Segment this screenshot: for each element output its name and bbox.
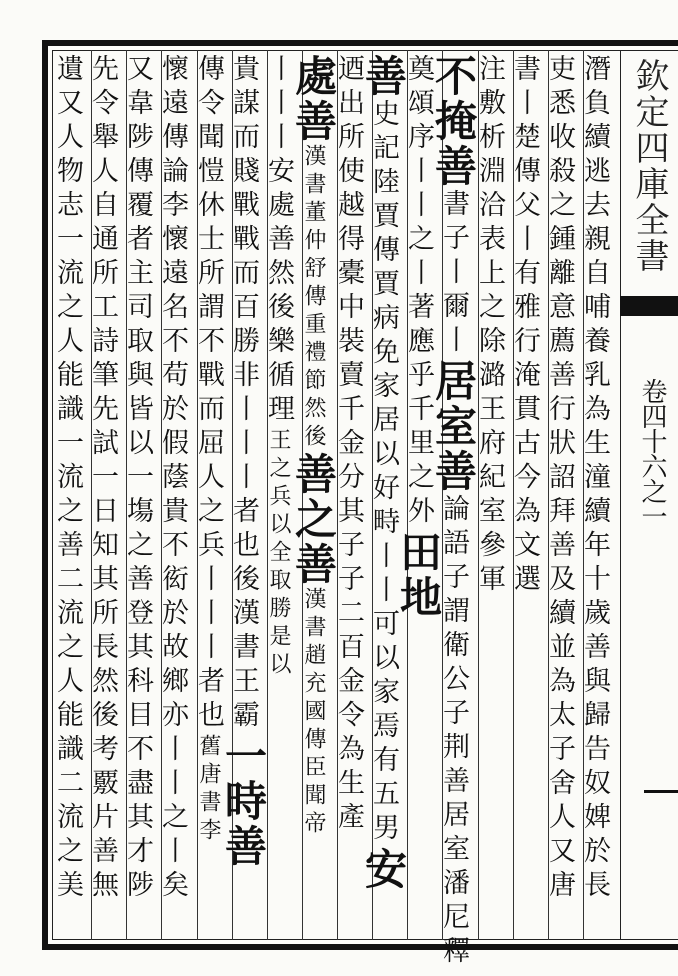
text-column [544, 54, 581, 934]
text-column [359, 54, 408, 934]
text-column [122, 54, 159, 934]
entry-heading: 居室善 [429, 359, 478, 494]
fishtail-mark [620, 296, 678, 316]
entry-heading: 善 [289, 99, 338, 144]
body-text: 史記陸賈傳賈病免家居以好畤丨丨可以家焉有五男 [368, 99, 399, 847]
gutter-volume: 卷四十六之一 [637, 378, 667, 528]
text-column [263, 54, 300, 934]
body-text: 遺又人物志一流之人能識一流之善二流之人能識二流之美 [52, 54, 83, 904]
body-text: 奠頌序丨丨之丨著應乎千里之外 [403, 54, 434, 530]
body-text: 書子丨爾丨 [438, 189, 469, 359]
entry-heading: 田地 [394, 530, 443, 620]
annotation-text: 漢書董仲舒傳重禮節然後 [301, 144, 326, 452]
entry-heading: 善 [359, 54, 408, 99]
text-column [474, 54, 511, 934]
annotation-text: 漢書趙充國傳臣聞帝 [301, 587, 326, 839]
entry-heading: 不 [429, 54, 478, 99]
body-text: 先令舉人自通所工詩筆先試一日知其所長然後考覈片善無 [87, 54, 118, 904]
body-text: 論語子謂衛公子荆善居室潘尼釋 [438, 494, 469, 970]
annotation-text: 舊唐書李 [196, 734, 221, 846]
text-column [87, 54, 124, 934]
text-column [429, 54, 478, 970]
text-column [394, 54, 443, 934]
body-text: 潛負續逃去親自哺養乳為生潼續年十歲善與歸告奴婢於長 [579, 54, 610, 904]
body-text: 書丨楚傳父丨有雅行淹貫古今為文選 [509, 54, 540, 598]
body-text: 迺出所使越得橐中裝賣千金分其子子二百金令為生產 [333, 54, 364, 836]
entry-heading: 善 [429, 144, 478, 189]
frame-inner-bottom [52, 939, 678, 940]
entry-heading: 處 [289, 54, 338, 99]
body-text: 丨丨丨安處善然後樂循理 [263, 54, 294, 428]
body-text: 注敷析淵洽表上之除潞王府紀室參軍 [474, 54, 505, 598]
text-column [193, 54, 230, 934]
gutter-tick [644, 790, 678, 793]
entry-heading: 掩 [429, 99, 478, 144]
entry-heading: 善之善 [289, 452, 338, 587]
annotation-text: 王之兵以全取勝是以 [266, 428, 291, 680]
body-text: 又韋陟傳覆者主司取與皆以一塲之善登其科目不盡其才陟 [122, 54, 153, 904]
body-text: 吏悉收殺之鍾離意薦善行狀詔拜善及續並為太子舍人又唐 [544, 54, 575, 904]
body-text: 懷遠傳論李懷遠名不苟於假蔭貴不衒於故鄉亦丨丨之丨矣 [157, 54, 188, 904]
text-column [289, 54, 338, 934]
text-column [333, 54, 370, 934]
frame-inner-top [52, 50, 678, 51]
gutter-divider [620, 50, 621, 940]
entry-heading: 一時善 [219, 734, 268, 869]
body-text: 貴謀而賤戰戰而百勝非丨丨丨者也後漢書王霸 [228, 54, 259, 734]
text-column [52, 54, 89, 934]
text-column [157, 54, 194, 934]
body-text: 傳令聞愷休士所謂不戰而屈人之兵丨丨丨者也 [193, 54, 224, 734]
text-column [219, 54, 268, 934]
gutter-title: 欽定四庫全書 [629, 58, 669, 274]
text-column [579, 54, 616, 934]
text-column [509, 54, 546, 934]
entry-heading: 安 [359, 847, 408, 892]
